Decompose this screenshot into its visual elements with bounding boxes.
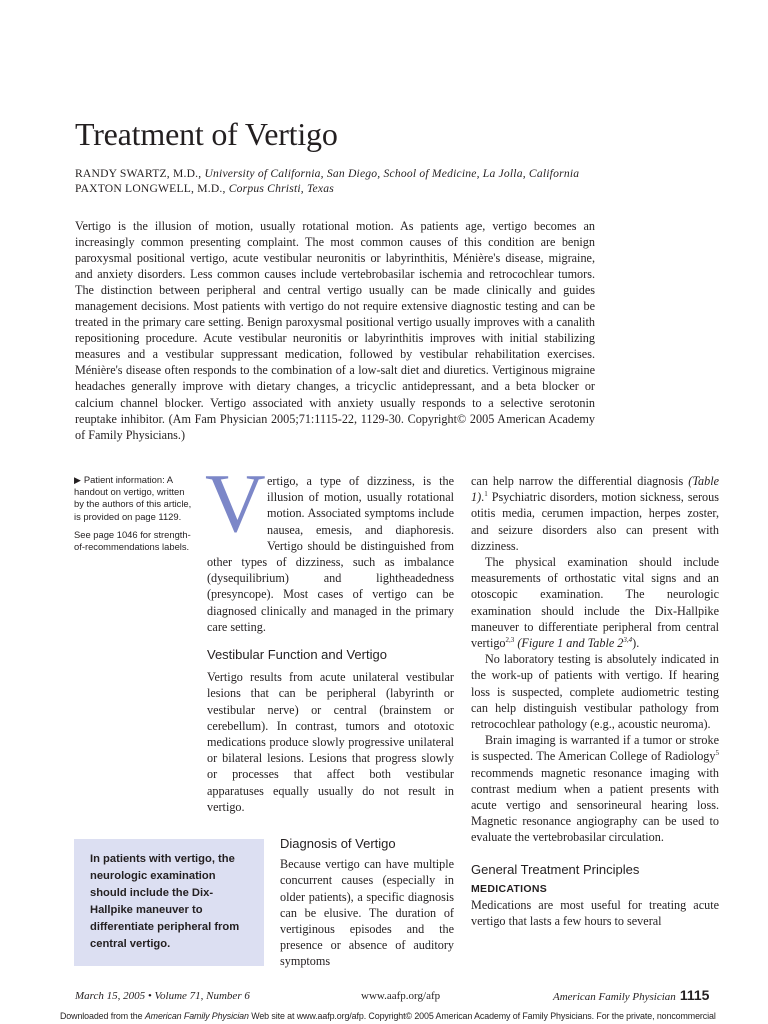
text-run: American Family Physician bbox=[144, 1011, 249, 1021]
text-run: ). bbox=[632, 636, 640, 651]
body-column-3 bbox=[471, 473, 719, 929]
patient-info-note bbox=[74, 474, 192, 523]
author-name: PAXTON LONGWELL, M.D., bbox=[75, 182, 226, 195]
text-run: recommends magnetic resonance imaging with contrast medium when a patient presents with acute vertigo and sensorineural hearing loss. Magnetic resonance angiography can be used to evaluate the vertebrobasilar circulation. bbox=[471, 765, 719, 845]
issue-info: March 15, 2005 • Volume 71, Number 6 bbox=[75, 990, 250, 1002]
text-run: Web site at www.aafp.org/afp. Copyright© 2005 American Academy of Family Physicians. For the private, noncommercial bbox=[248, 1011, 716, 1021]
journal-url: www.aafp.org/afp bbox=[361, 990, 441, 1002]
article-title: Treatment of Vertigo bbox=[75, 116, 338, 152]
text-run: The physical examination should include measurements of orthostatic vital signs and an otoscopic examination. The neurologic examination should include the Dix-Hallpike maneuver to differentiate peripheral from central vertigo bbox=[471, 555, 719, 651]
text-run: (Figure 1 and Table 2 bbox=[517, 636, 624, 651]
citation: 1 bbox=[484, 490, 488, 499]
journal-title: American Family Physician bbox=[553, 991, 676, 1003]
intro-paragraph: ertigo, a type of dizziness, is the illusion of motion, usually rotational motion. Associated symptoms include nausea, emesis, and diaphoresis. Vertigo should be distinguished from other types of dizziness, such as imbalance (dysequilibrium) and lightheadedness (presyncope). Most cases of vertigo can be diagnosed clinically and managed in the primary care setting. bbox=[207, 474, 454, 634]
author-line-2 bbox=[75, 182, 334, 195]
abstract: Vertigo is the illusion of motion, usually rotational motion. As patients age, vertigo becomes an increasingly common presenting complaint. The most common causes of this condition are benign paroxysmal positional vertigo, acute vestibular neuronitis or labyrinthitis, Ménière's disease, migraine, and anxiety disorders. Less common causes include vertebrobasilar ischemia and retrocochlear tumors. The distinction between peripheral and central vertigo usually can be made clinically and guides management decisions. Most patients with vertigo do not require extensive diagnostic testing and can be treated in the primary care setting. Benign paroxysmal positional vertigo usually improves with a canalith repositioning procedure. Acute vestibular neuronitis or labyrinthitis improves with initial stabilizing measures and a vestibular suppressant medication, followed by vestibular rehabilitation exercises. Ménière's disease often responds to the combination of a low-salt diet and diuretics. Vertiginous migraine headaches generally improve with dietary changes, a tricyclic antidepressant, and a beta blocker or calcium channel blocker. Vertigo associated with anxiety usually responds to a selective serotonin reuptake inhibitor. (Am Fam Physician 2005;71:1115-22, 1129-30. Copyright© 2005 American Academy of Family Physicians.) bbox=[75, 219, 595, 442]
pull-quote-text: In patients with vertigo, the neurologic examination should include the Dix-Hallpike maneuver to differentiate peripheral from central vertigo. bbox=[90, 853, 240, 951]
medications-paragraph: Medications are most useful for treating acute vertigo that lasts a few hours to several bbox=[471, 898, 719, 929]
differential-paragraph: can help narrow the differential diagnosis (Table 1).$^1$ Psychiatric disorders, motion sickness, serous otitis media, cerumen impaction, herpes zoster, and seizure disorders also can present with dizziness. bbox=[471, 474, 719, 553]
dropcap-letter: V bbox=[205, 457, 266, 550]
heading-diagnosis: Diagnosis of Vertigo bbox=[280, 836, 396, 851]
patient-info-label: Patient information: bbox=[83, 474, 165, 485]
author-affiliation: University of California, San Diego, School of Medicine, La Jolla, California bbox=[204, 167, 580, 180]
author-affiliation: Corpus Christi, Texas bbox=[228, 182, 334, 195]
citation: 5 bbox=[715, 749, 719, 758]
text-run: Psychiatric disorders, motion sickness, serous otitis media, cerumen impaction, herpes zoster, and seizure disorders also can present with dizziness. bbox=[471, 490, 719, 553]
pull-quote-box bbox=[74, 839, 264, 966]
download-notice bbox=[60, 1011, 716, 1021]
author-line-1 bbox=[75, 167, 579, 180]
citation: 3,4 bbox=[623, 635, 633, 644]
laboratory-paragraph: No laboratory testing is absolutely indicated in the work-up of patients with vertigo. If hearing loss is suspected, complete audiometric testing can help distinguish vestibular pathology from retrocochlear pathology (e.g., acoustic neuroma). bbox=[471, 652, 719, 732]
journal-name bbox=[553, 987, 709, 1003]
vestibular-paragraph: Vertigo results from acute unilateral vestibular lesions that can be peripheral (labyrinth or vestibular nerve) or central (brainstem or cerebellum). In contrast, tumors and ototoxic medications produce slowly progressive unilateral or bilateral lesions. Lesions that progress slowly or processes that affect both vestibular apparatuses equally usually do not result in vertigo. bbox=[207, 670, 454, 814]
physical-exam-paragraph bbox=[471, 554, 719, 651]
imaging-paragraph bbox=[471, 732, 719, 845]
table-reference: (Table 1) bbox=[471, 474, 719, 505]
triangle-right-icon: ▶ bbox=[74, 475, 81, 485]
heading-vestibular-function: Vestibular Function and Vertigo bbox=[207, 647, 387, 663]
subheading-medications: MEDICATIONS bbox=[471, 882, 548, 895]
body-column-2 bbox=[280, 836, 454, 970]
text-run: Downloaded from the bbox=[60, 1011, 145, 1021]
diagnosis-paragraph: Because vertigo can have multiple concurrent causes (especially in older patients), a specific diagnosis can be elusive. The duration of vertiginous episodes and the presence or absence of auditory symptoms bbox=[280, 857, 454, 969]
author-name: RANDY SWARTZ, M.D., bbox=[75, 167, 202, 180]
see-page-note: See page 1046 for strength-of-recommendations labels. bbox=[74, 528, 191, 553]
page-number: 1115 bbox=[679, 987, 710, 1003]
text-run: Brain imaging is warranted if a tumor or stroke is suspected. The American College of Radiology bbox=[471, 733, 719, 764]
citation: 2,3 bbox=[505, 635, 515, 644]
patient-info-text: A handout on vertigo, written by the authors of this article, is provided on page 1129. bbox=[74, 474, 192, 522]
sidebar-notes bbox=[74, 474, 192, 559]
text-run: can help narrow the differential diagnosis bbox=[471, 474, 689, 488]
heading-general-treatment: General Treatment Principles bbox=[471, 861, 640, 877]
figure-reference bbox=[517, 636, 632, 650]
